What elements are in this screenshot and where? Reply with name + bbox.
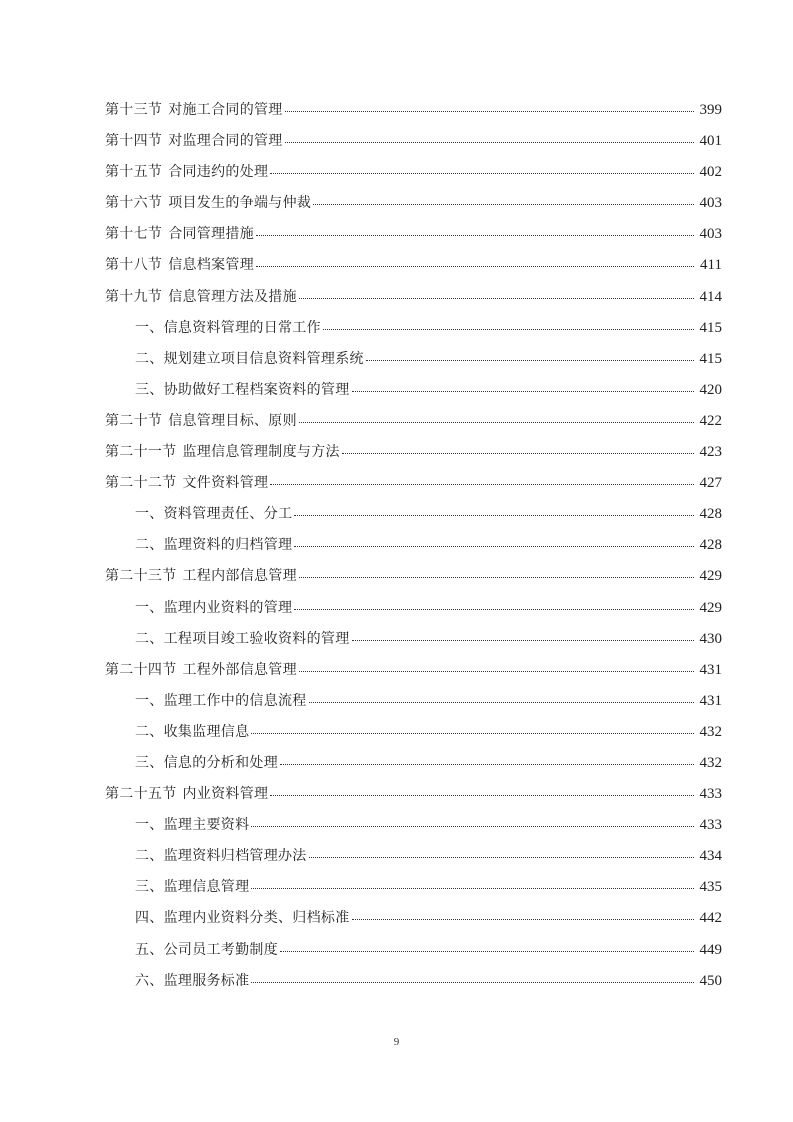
toc-section-number: 第十七节 bbox=[105, 226, 163, 243]
dot-leader bbox=[299, 287, 694, 301]
toc-entry-title bbox=[135, 534, 292, 556]
toc-entry-title bbox=[105, 99, 283, 121]
toc-entry[interactable] bbox=[105, 254, 722, 285]
toc-entry-title bbox=[135, 690, 307, 712]
toc-title-text: 监理信息管理制度与方法 bbox=[182, 444, 340, 461]
toc-title-text: 一、资料管理责任、分工 bbox=[135, 506, 293, 523]
toc-page-number: 399 bbox=[699, 102, 722, 118]
page-number: 9 bbox=[393, 1036, 400, 1048]
toc-page-number: 403 bbox=[699, 226, 722, 243]
toc-page-number: 428 bbox=[699, 537, 722, 554]
toc-title-text: 二、监理资料的归档管理 bbox=[135, 537, 293, 554]
dot-leader bbox=[251, 877, 694, 891]
dot-leader bbox=[285, 131, 694, 145]
toc-title-text: 对施工合同的管理 bbox=[168, 102, 283, 118]
dot-leader bbox=[256, 224, 694, 238]
toc-title-text: 信息管理目标、原则 bbox=[168, 412, 297, 429]
toc-subentry[interactable] bbox=[105, 876, 722, 907]
toc-subentry[interactable] bbox=[105, 970, 722, 1001]
toc-entry-title bbox=[105, 783, 268, 805]
toc-page-number: 415 bbox=[699, 350, 722, 367]
toc-subentry[interactable] bbox=[105, 379, 722, 410]
toc-entry[interactable] bbox=[105, 441, 722, 472]
toc-section-number: 第二十五节 bbox=[105, 786, 177, 803]
toc-section-number: 第二十四节 bbox=[105, 661, 177, 678]
dot-leader bbox=[251, 815, 694, 829]
dot-leader bbox=[280, 753, 694, 767]
toc-entry-title bbox=[105, 254, 254, 276]
dot-leader bbox=[280, 940, 694, 954]
dot-leader bbox=[309, 846, 694, 860]
toc-subentry[interactable] bbox=[105, 317, 722, 348]
dot-leader bbox=[256, 255, 694, 269]
toc-title-text: 合同管理措施 bbox=[168, 226, 255, 243]
toc-page-number: 403 bbox=[699, 195, 722, 212]
toc-entry-title bbox=[105, 410, 297, 432]
toc-title-text: 一、监理内业资料的管理 bbox=[135, 599, 293, 616]
toc-subentry[interactable] bbox=[105, 534, 722, 565]
toc-page-number: 433 bbox=[699, 817, 722, 834]
toc-title-text: 五、公司员工考勤制度 bbox=[135, 941, 278, 958]
toc-title-text: 工程内部信息管理 bbox=[182, 568, 297, 585]
dot-leader bbox=[294, 535, 694, 549]
toc-title-text: 对监理合同的管理 bbox=[168, 133, 283, 150]
toc-subentry[interactable] bbox=[105, 939, 722, 970]
toc-entry[interactable] bbox=[105, 161, 722, 192]
toc-entry-title bbox=[105, 161, 268, 183]
toc-page-number: 449 bbox=[699, 941, 722, 958]
toc-title-text: 信息档案管理 bbox=[168, 257, 255, 274]
toc-page-number: 423 bbox=[699, 444, 722, 461]
toc-title-text: 合同违约的处理 bbox=[168, 164, 269, 181]
dot-leader bbox=[270, 473, 694, 487]
toc-title-text: 一、监理工作中的信息流程 bbox=[135, 692, 307, 709]
toc-entry-title bbox=[105, 130, 283, 152]
toc-title-text: 二、监理资料归档管理办法 bbox=[135, 848, 307, 865]
toc-entry[interactable] bbox=[105, 286, 722, 317]
toc-subentry[interactable] bbox=[105, 845, 722, 876]
dot-leader bbox=[313, 193, 694, 207]
toc-page-number: 428 bbox=[699, 506, 722, 523]
dot-leader bbox=[294, 598, 694, 612]
toc-page-number: 434 bbox=[699, 848, 722, 865]
toc-page-number: 442 bbox=[699, 910, 722, 927]
dot-leader bbox=[285, 100, 694, 114]
toc-title-text: 内业资料管理 bbox=[182, 786, 269, 803]
toc-title-text: 一、监理主要资料 bbox=[135, 817, 250, 834]
toc-title-text: 二、规划建立项目信息资料管理系统 bbox=[135, 350, 364, 367]
toc-subentry[interactable] bbox=[105, 597, 722, 628]
dot-leader bbox=[366, 349, 694, 363]
toc-entry[interactable] bbox=[105, 565, 722, 596]
toc-page-number: 415 bbox=[699, 319, 722, 336]
dot-leader bbox=[270, 784, 694, 798]
dot-leader bbox=[270, 162, 694, 176]
table-of-contents bbox=[105, 99, 722, 1001]
toc-title-text: 工程外部信息管理 bbox=[182, 661, 297, 678]
toc-section-number: 第十四节 bbox=[105, 133, 163, 150]
dot-leader bbox=[294, 504, 694, 518]
toc-section-number: 第十六节 bbox=[105, 195, 163, 212]
toc-entry-title bbox=[135, 845, 307, 867]
toc-entry-title bbox=[105, 441, 340, 463]
toc-section-number: 第二十一节 bbox=[105, 444, 177, 461]
toc-entry-title bbox=[135, 752, 278, 774]
toc-subentry[interactable] bbox=[105, 690, 722, 721]
toc-entry[interactable] bbox=[105, 130, 722, 161]
dot-leader bbox=[352, 380, 695, 394]
toc-page-number: 431 bbox=[699, 692, 722, 709]
dot-leader bbox=[352, 629, 695, 643]
toc-entry-title bbox=[105, 192, 311, 214]
toc-title-text: 文件资料管理 bbox=[182, 475, 269, 492]
dot-leader bbox=[323, 318, 694, 332]
dot-leader bbox=[342, 442, 694, 456]
toc-entry[interactable] bbox=[105, 223, 722, 254]
toc-section-number: 第十三节 bbox=[105, 102, 163, 118]
toc-entry-title bbox=[135, 970, 249, 992]
toc-page-number: 427 bbox=[699, 475, 722, 492]
toc-entry-title bbox=[135, 503, 292, 525]
toc-page-number: 422 bbox=[699, 412, 722, 429]
toc-entry-title bbox=[105, 286, 297, 308]
toc-entry[interactable] bbox=[105, 410, 722, 441]
toc-subentry[interactable] bbox=[105, 628, 722, 659]
toc-title-text: 项目发生的争端与仲裁 bbox=[168, 195, 312, 212]
toc-entry[interactable] bbox=[105, 659, 722, 690]
toc-page-number: 435 bbox=[699, 879, 722, 896]
toc-title-text: 六、监理服务标准 bbox=[135, 972, 250, 989]
toc-section-number: 第十五节 bbox=[105, 164, 163, 181]
toc-entry-title bbox=[135, 348, 364, 370]
toc-entry-title bbox=[135, 721, 249, 743]
toc-title-text: 三、协助做好工程档案资料的管理 bbox=[135, 381, 350, 398]
toc-page-number: 420 bbox=[699, 381, 722, 398]
toc-section-number: 第二十三节 bbox=[105, 568, 177, 585]
toc-entry-title bbox=[105, 659, 297, 681]
dot-leader bbox=[251, 722, 694, 736]
toc-entry[interactable] bbox=[105, 192, 722, 223]
toc-subentry[interactable] bbox=[105, 907, 722, 938]
toc-page-number: 432 bbox=[699, 754, 722, 771]
toc-title-text: 一、信息资料管理的日常工作 bbox=[135, 319, 321, 336]
toc-subentry[interactable] bbox=[105, 503, 722, 534]
toc-page-number: 433 bbox=[699, 786, 722, 803]
toc-entry-title bbox=[105, 472, 268, 494]
dot-leader bbox=[299, 660, 694, 674]
toc-entry-title bbox=[135, 379, 350, 401]
toc-subentry[interactable] bbox=[105, 721, 722, 752]
toc-page-number: 414 bbox=[699, 288, 722, 305]
toc-title-text: 三、信息的分析和处理 bbox=[135, 754, 278, 771]
dot-leader bbox=[352, 908, 695, 922]
dot-leader bbox=[299, 411, 694, 425]
toc-entry-title bbox=[105, 565, 297, 587]
toc-entry-title bbox=[135, 876, 249, 898]
toc-title-text: 二、工程项目竣工验收资料的管理 bbox=[135, 630, 350, 647]
toc-page-number: 432 bbox=[699, 723, 722, 740]
toc-title-text: 信息管理方法及措施 bbox=[168, 288, 297, 305]
toc-page-number: 431 bbox=[699, 661, 722, 678]
dot-leader bbox=[309, 691, 694, 705]
toc-entry[interactable] bbox=[105, 783, 722, 814]
toc-subentry[interactable] bbox=[105, 814, 722, 845]
toc-subentry[interactable] bbox=[105, 752, 722, 783]
toc-entry-title bbox=[135, 907, 350, 929]
toc-entry-title bbox=[105, 223, 254, 245]
toc-section-number: 第十八节 bbox=[105, 257, 163, 274]
toc-entry[interactable] bbox=[105, 472, 722, 503]
toc-section-number: 第十九节 bbox=[105, 288, 163, 305]
dot-leader bbox=[251, 971, 694, 985]
toc-title-text: 四、监理内业资料分类、归档标准 bbox=[135, 910, 350, 927]
toc-page-number: 450 bbox=[699, 972, 722, 989]
toc-page-number: 429 bbox=[699, 568, 722, 585]
toc-title-text: 三、监理信息管理 bbox=[135, 879, 250, 896]
toc-subentry[interactable] bbox=[105, 348, 722, 379]
toc-title-text: 二、收集监理信息 bbox=[135, 723, 250, 740]
toc-entry[interactable] bbox=[105, 99, 722, 130]
toc-section-number: 第二十节 bbox=[105, 412, 163, 429]
toc-page-number: 401 bbox=[699, 133, 722, 150]
toc-page-number: 429 bbox=[699, 599, 722, 616]
toc-page-number: 430 bbox=[699, 630, 722, 647]
toc-entry-title bbox=[135, 939, 278, 961]
toc-entry-title bbox=[135, 814, 249, 836]
dot-leader bbox=[299, 566, 694, 580]
toc-page-number: 411 bbox=[700, 257, 722, 274]
toc-entry-title bbox=[135, 628, 350, 650]
toc-entry-title bbox=[135, 597, 292, 619]
toc-page-number: 402 bbox=[699, 164, 722, 181]
toc-section-number: 第二十二节 bbox=[105, 475, 177, 492]
toc-entry-title bbox=[135, 317, 321, 339]
